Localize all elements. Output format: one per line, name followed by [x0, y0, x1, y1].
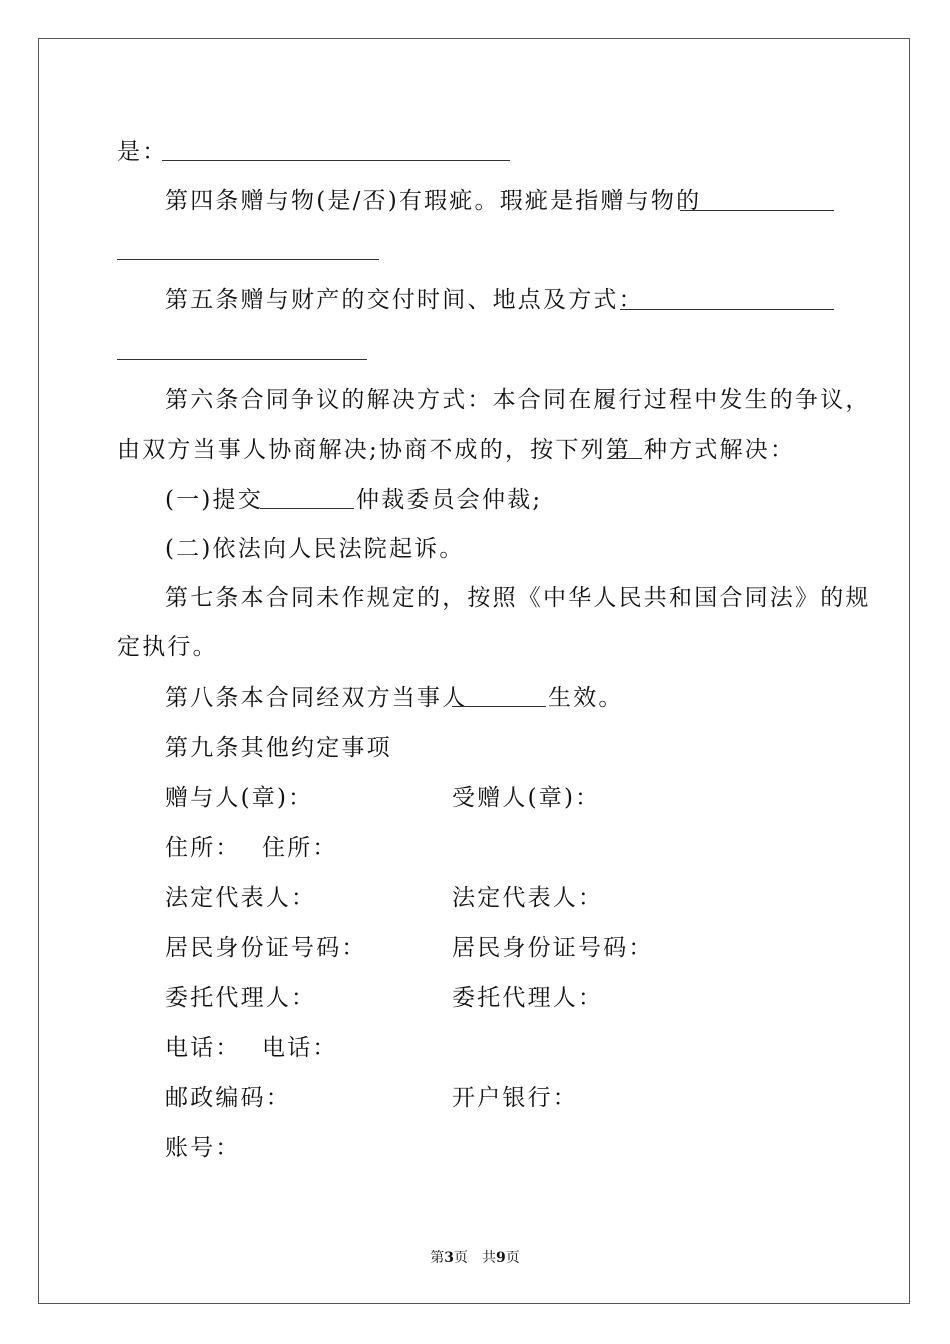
line-text: 第八条本合同经双方当事人 — [165, 685, 468, 711]
line-text: (二)依法向人民法院起诉。 — [165, 536, 465, 562]
bank-label: 开户银行： — [452, 1085, 578, 1111]
line-text: 定执行。 — [117, 634, 218, 660]
line-text: 第七条本合同未作规定的，按照《中华人民共和国合同法》的规 — [165, 585, 871, 611]
footer-mid: 页 共 — [454, 1250, 496, 1266]
blank-underline — [680, 210, 834, 211]
phone-label-2: 电话： — [262, 1035, 338, 1061]
total-page-number: 9 — [496, 1250, 506, 1266]
address-label: 住所： — [165, 835, 241, 861]
agent-label-left: 委托代理人： — [165, 985, 317, 1011]
rep-label-right: 法定代表人： — [452, 885, 604, 911]
blank-underline — [260, 508, 354, 509]
address-label-2: 住所： — [262, 835, 338, 861]
agent-label-right: 委托代理人： — [452, 985, 604, 1011]
blank-underline — [117, 259, 379, 260]
phone-label: 电话： — [165, 1035, 241, 1061]
line-text: (一)提交 — [165, 487, 263, 513]
blank-underline — [620, 309, 834, 310]
line-text: 种方式解决： — [644, 437, 796, 463]
footer-prefix: 第 — [430, 1250, 445, 1266]
current-page-number: 3 — [444, 1250, 454, 1266]
blank-underline — [117, 359, 367, 360]
line-text: 第五条赠与财产的交付时间、地点及方式： — [165, 287, 644, 313]
donee-label: 受赠人(章)： — [452, 785, 601, 811]
line-text: 第九条其他约定事项 — [165, 735, 392, 761]
donor-label: 赠与人(章)： — [165, 785, 314, 811]
line-text: 仲裁委员会仲裁; — [356, 487, 543, 513]
account-label: 账号： — [165, 1135, 241, 1161]
line-text: 由双方当事人协商解决;协商不成的，按下列第 — [117, 437, 631, 463]
page-footer — [0, 1247, 950, 1267]
page-border — [38, 38, 910, 1304]
line-text: 第四条赠与物(是/否)有瑕疵。瑕疵是指赠与物的 — [165, 188, 702, 214]
rep-label-left: 法定代表人： — [165, 885, 317, 911]
id-label-left: 居民身份证号码： — [165, 935, 367, 961]
postcode-label: 邮政编码： — [165, 1085, 291, 1111]
line-text: 是： — [117, 139, 168, 165]
blank-underline — [608, 458, 642, 459]
id-label-right: 居民身份证号码： — [452, 935, 654, 961]
blank-underline — [162, 160, 510, 161]
line-text: 生效。 — [548, 685, 624, 711]
footer-suffix: 页 — [505, 1250, 520, 1266]
line-text: 第六条合同争议的解决方式：本合同在履行过程中发生的争议， — [165, 387, 871, 413]
blank-underline — [452, 706, 546, 707]
